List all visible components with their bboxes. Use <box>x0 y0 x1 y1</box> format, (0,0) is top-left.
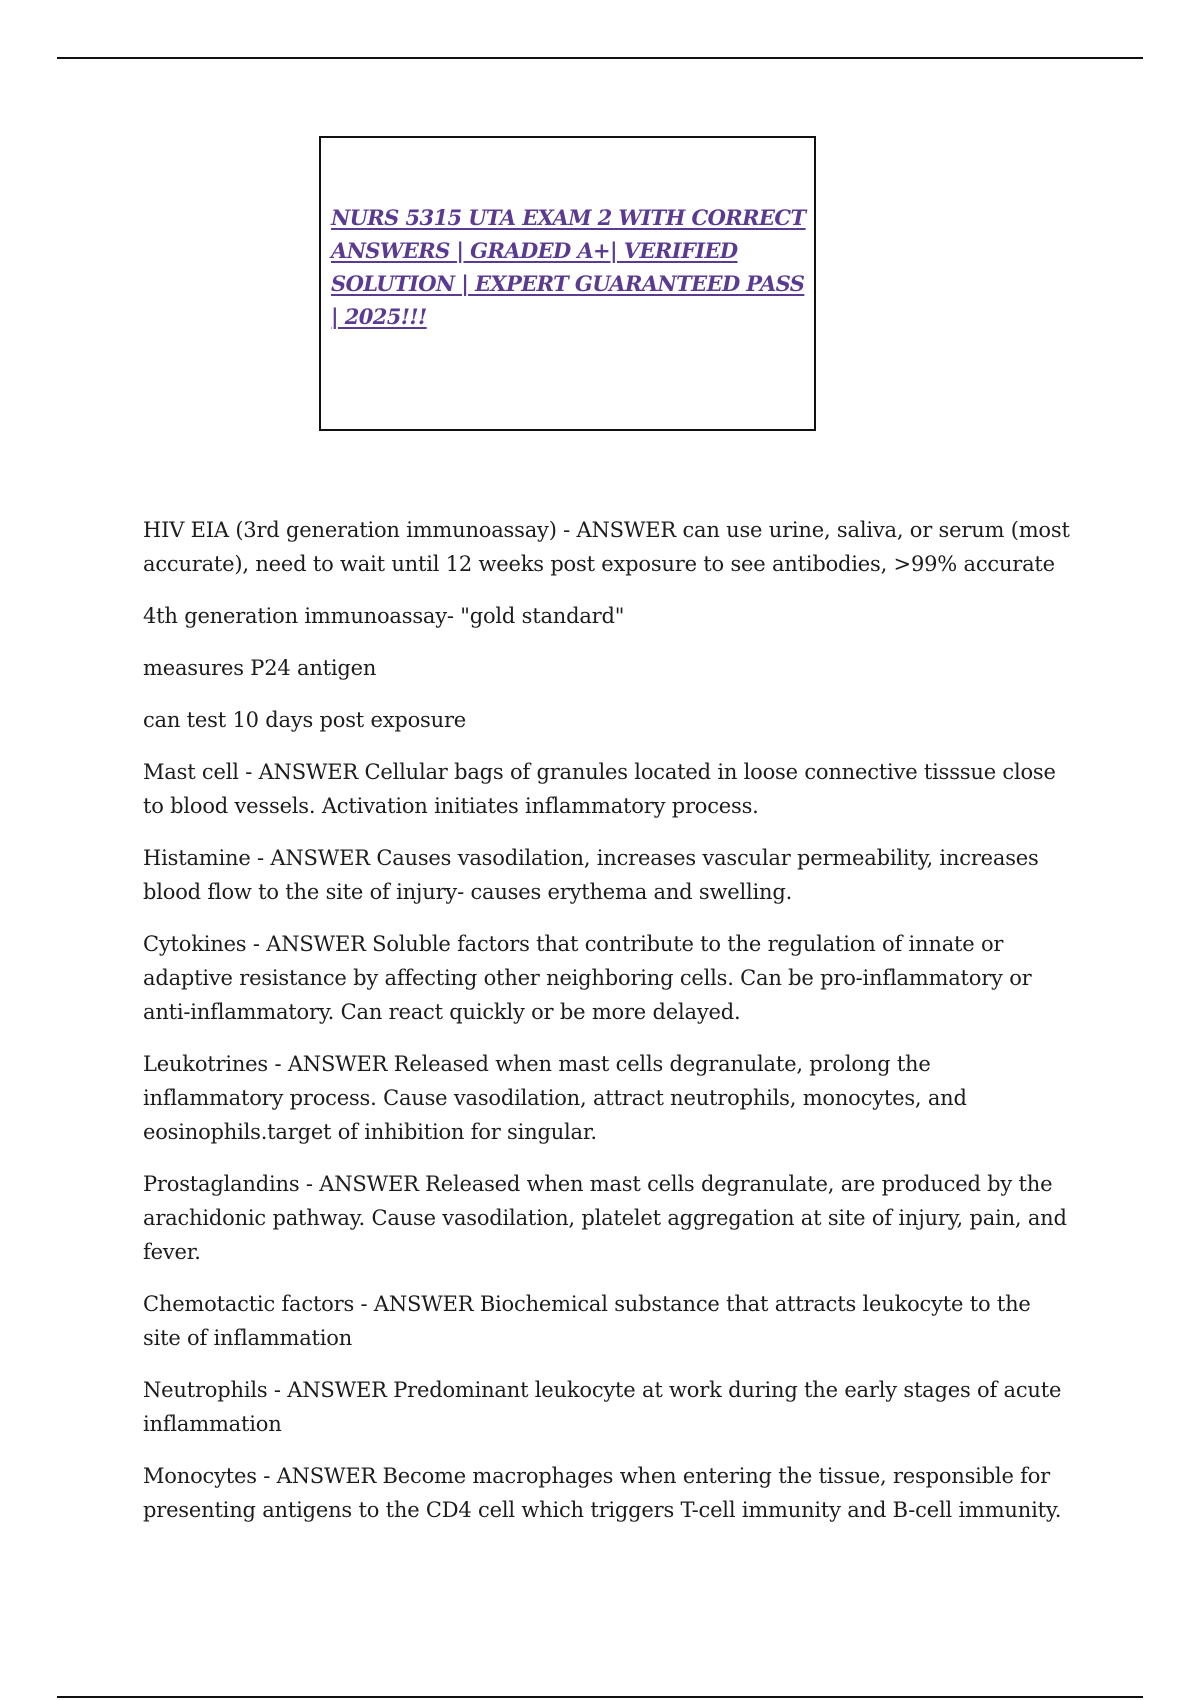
entry-prostaglandins: Prostaglandins - ANSWER Released when mast cells degranulate, are produced by the arachidonic pathway. Cause vasodilation, platelet aggregation at site of injury, pain, and fever. <box>143 1172 1067 1264</box>
entry-cytokines: Cytokines - ANSWER Soluble factors that contribute to the regulation of innate or adaptive resistance by affecting other neighboring cells. Can be pro-inflammatory or anti-inflammatory. Can react quickly or be more delayed. <box>143 932 1032 1024</box>
entry-histamine: Histamine - ANSWER Causes vasodilation, increases vascular permeability, increases blood flow to the site of injury- causes erythema and swelling. <box>143 846 1039 904</box>
entry-hiv-eia: HIV EIA (3rd generation immunoassay) - ANSWER can use urine, saliva, or serum (most accurate), need to wait until 12 weeks post exposure to see antibodies, >99% accurate <box>143 518 1070 576</box>
entry-neutrophils: Neutrophils - ANSWER Predominant leukocyte at work during the early stages of acute inflammation <box>143 1378 1062 1436</box>
entry-test-days: can test 10 days post exposure <box>143 708 467 732</box>
document-body <box>143 513 1073 1545</box>
entry-4th-generation: 4th generation immunoassay- "gold standard" <box>143 604 625 628</box>
document-title: NURS 5315 UTA EXAM 2 WITH CORRECT ANSWERS | GRADED A+| VERIFIED SOLUTION | EXPERT GUARANTEED PASS | 2025!!! <box>331 205 806 329</box>
entry-monocytes: Monocytes - ANSWER Become macrophages when entering the tissue, responsible for presenting antigens to the CD4 cell which triggers T-cell immunity and B-cell immunity. <box>143 1464 1062 1522</box>
entry-chemotactic-factors: Chemotactic factors - ANSWER Biochemical substance that attracts leukocyte to the site of inflammation <box>143 1292 1031 1350</box>
title-box <box>319 136 816 431</box>
entry-leukotrines: Leukotrines - ANSWER Released when mast cells degranulate, prolong the inflammatory process. Cause vasodilation, attract neutrophils, monocytes, and eosinophils.target of inhibition for singular. <box>143 1052 967 1144</box>
entry-mast-cell: Mast cell - ANSWER Cellular bags of granules located in loose connective tisssue close to blood vessels. Activation initiates inflammatory process. <box>143 760 1056 818</box>
footer-rule <box>57 1696 1143 1698</box>
entry-p24-antigen: measures P24 antigen <box>143 656 377 680</box>
header-rule <box>57 57 1143 59</box>
